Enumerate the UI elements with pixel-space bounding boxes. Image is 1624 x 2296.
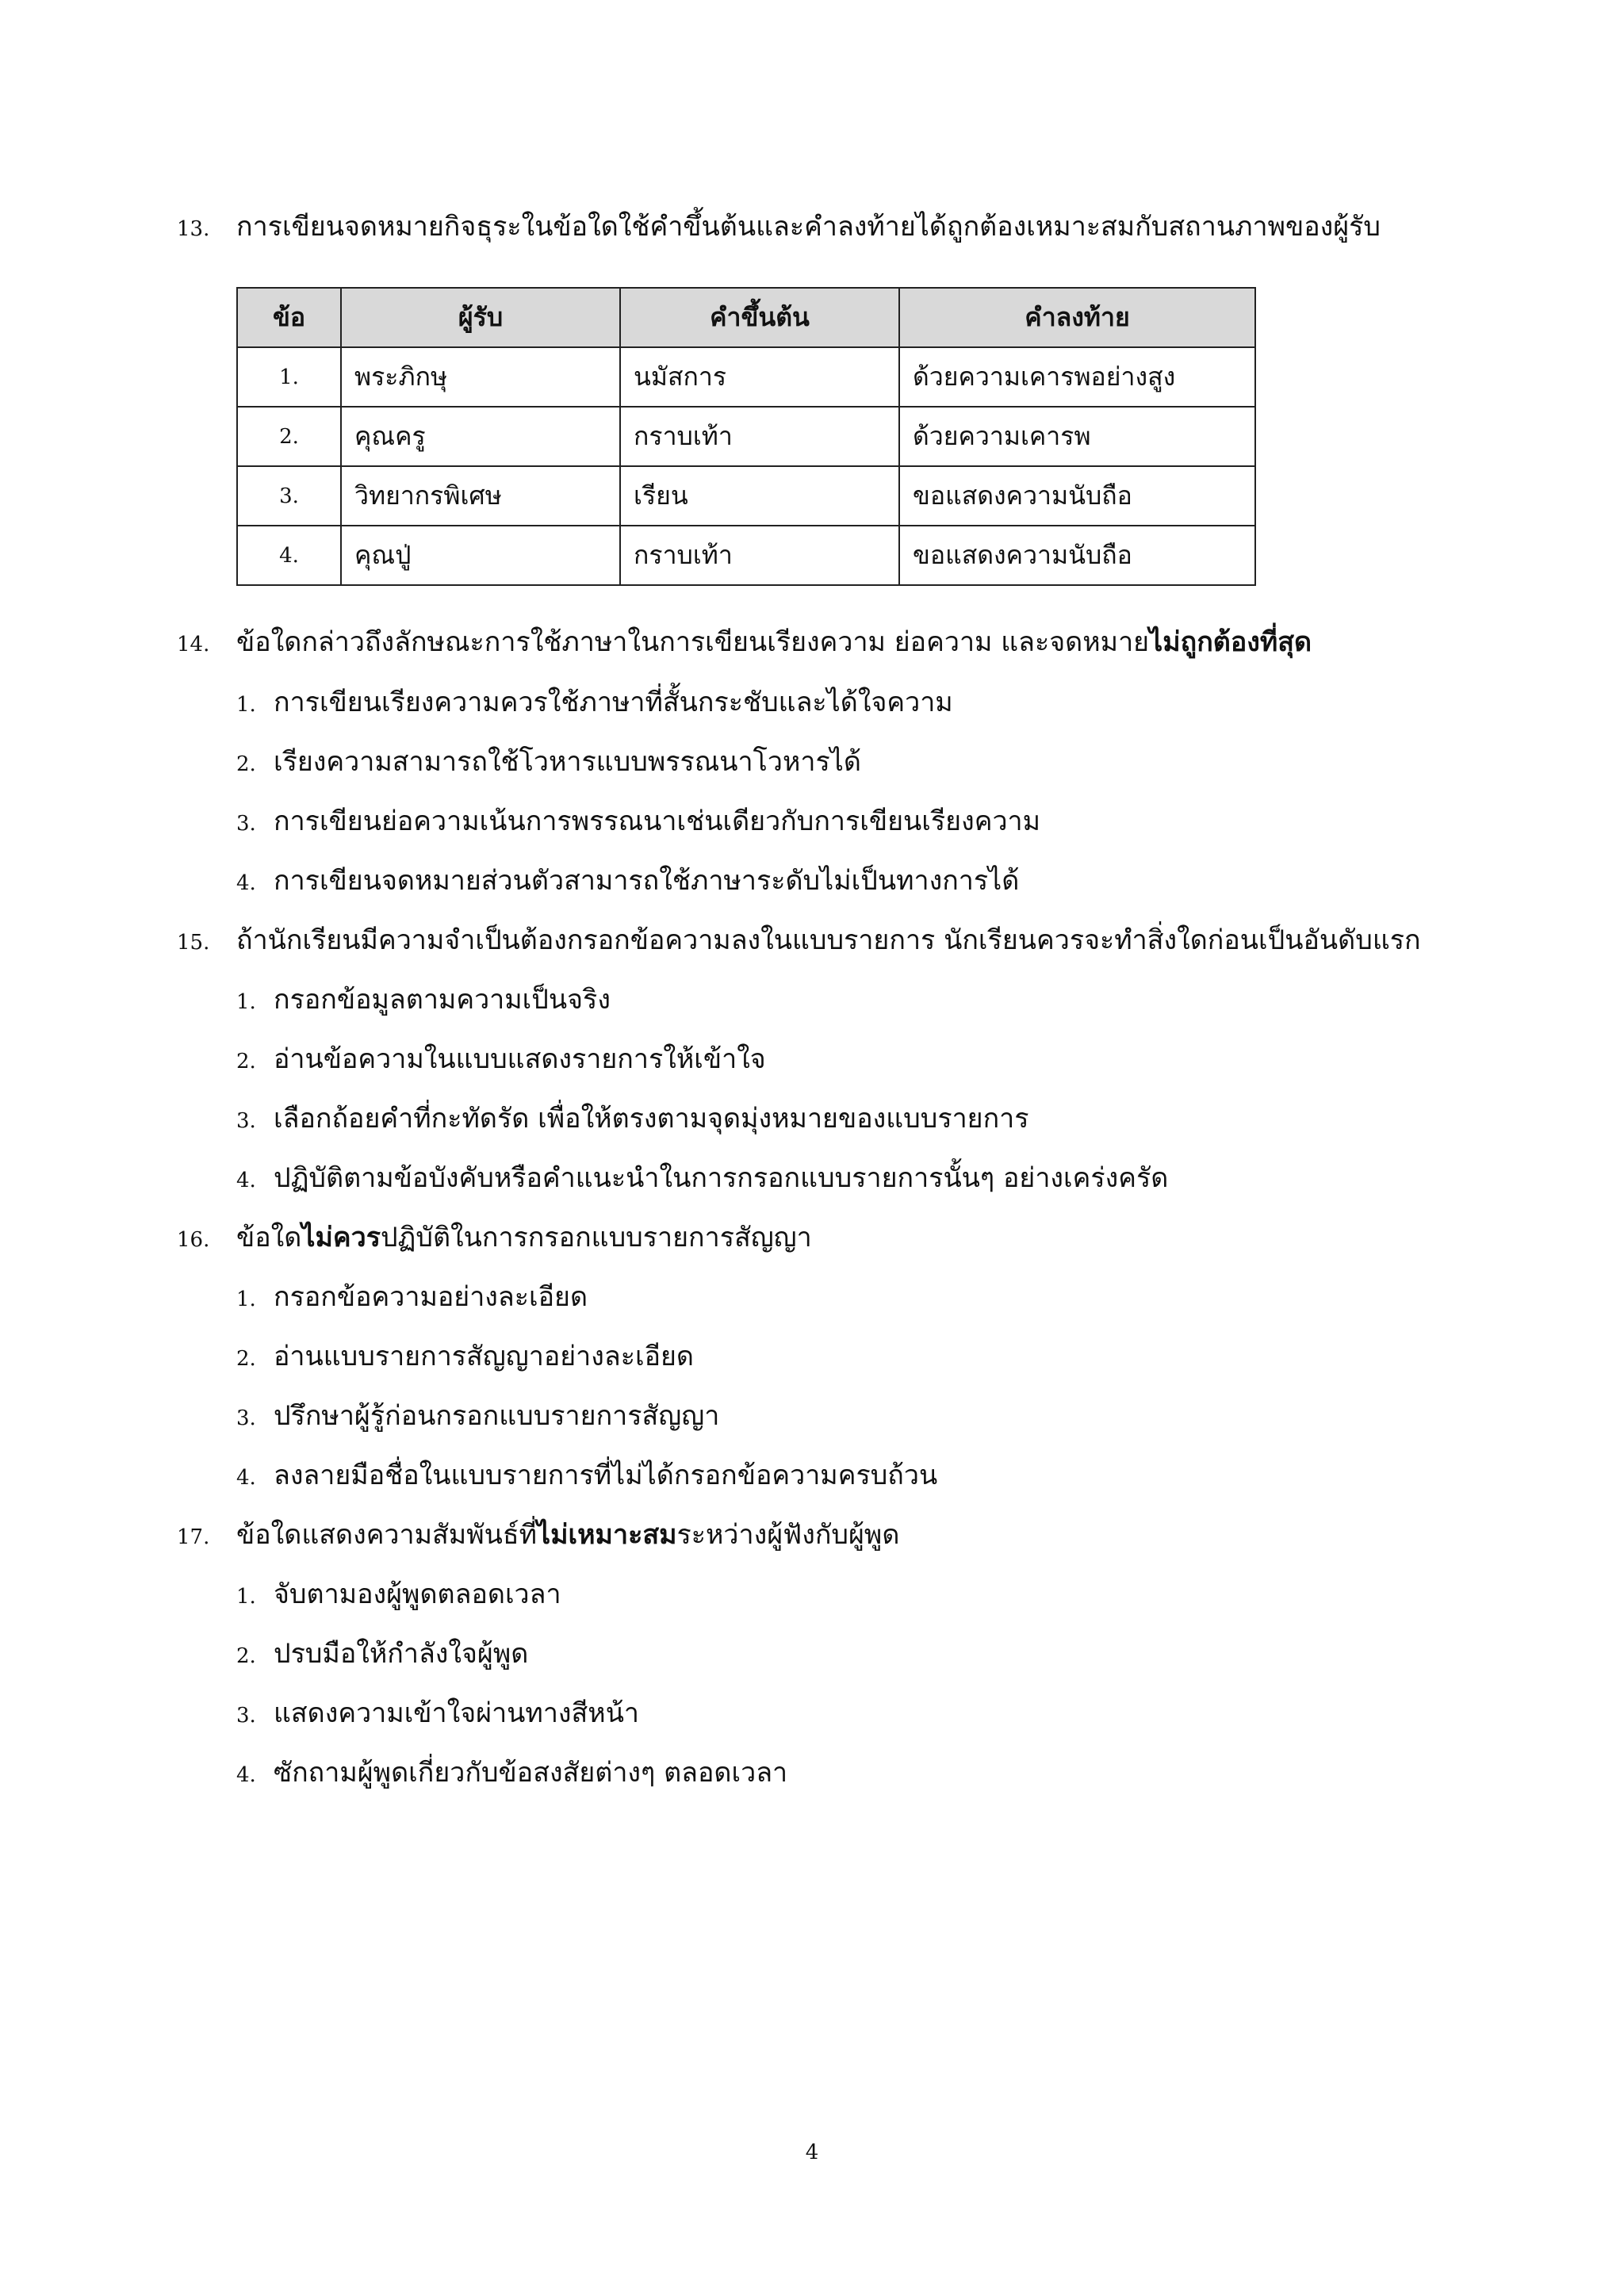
cell-closing: ขอแสดงความนับถือ bbox=[899, 526, 1255, 585]
choice-text: ปรบมือให้กำลังใจผู้พูด bbox=[274, 1638, 529, 1670]
choice-number: 3. bbox=[236, 1109, 256, 1133]
cell-closing: ด้วยความเคารพ bbox=[899, 407, 1255, 466]
header-salutation: คำขึ้นต้น bbox=[620, 288, 899, 347]
choice-text: อ่านแบบรายการสัญญาอย่างละเอียด bbox=[274, 1341, 695, 1372]
question-emphasis: ไม่ถูกต้องที่สุด bbox=[1149, 626, 1312, 658]
choice-number: 1. bbox=[236, 1585, 256, 1609]
choice-number: 4. bbox=[236, 871, 256, 895]
question-text bbox=[236, 1220, 812, 1255]
choice-text: กรอกข้อมูลตามความเป็นจริง bbox=[274, 984, 611, 1016]
question-text-before: ข้อใดแสดงความสัมพันธ์ที่ bbox=[236, 1519, 538, 1551]
choice-number: 1. bbox=[236, 990, 256, 1014]
cell-recipient: พระภิกษุ bbox=[341, 347, 620, 407]
cell-salutation: กราบเท้า bbox=[620, 526, 899, 585]
question-number: 17. bbox=[177, 1525, 210, 1549]
choice-number: 3. bbox=[236, 1704, 256, 1728]
table-row bbox=[237, 526, 1255, 585]
cell-recipient: คุณปู่ bbox=[341, 526, 620, 585]
choice-text: การเขียนเรียงความควรใช้ภาษาที่สั้นกระชับและได้ใจความ bbox=[274, 687, 953, 718]
choice-number: 2. bbox=[236, 1347, 256, 1371]
question-text-after: ปฏิบัติในการกรอกแบบรายการสัญญา bbox=[380, 1222, 812, 1253]
choice-text: ซักถามผู้พูดเกี่ยวกับข้อสงสัยต่างๆ ตลอดเวลา bbox=[274, 1757, 788, 1789]
choice-number: 2. bbox=[236, 1644, 256, 1668]
choice-text: การเขียนจดหมายส่วนตัวสามารถใช้ภาษาระดับไม่เป็นทางการได้ bbox=[274, 865, 1020, 897]
table-row bbox=[237, 347, 1255, 407]
choice-text: อ่านข้อความในแบบแสดงรายการให้เข้าใจ bbox=[274, 1043, 766, 1075]
question-text-before: ข้อใด bbox=[236, 1222, 302, 1253]
choice-text: เรียงความสามารถใช้โวหารแบบพรรณนาโวหารได้ bbox=[274, 746, 861, 778]
choice-text: จับตามองผู้พูดตลอดเวลา bbox=[274, 1578, 561, 1610]
header-choice: ข้อ bbox=[237, 288, 341, 347]
question-emphasis: ไม่ควร bbox=[301, 1222, 381, 1253]
cell-recipient: คุณครู bbox=[341, 407, 620, 466]
choice-number: 1. bbox=[236, 693, 256, 717]
cell-choice: 4. bbox=[237, 526, 341, 585]
question-number: 15. bbox=[177, 931, 210, 955]
choice-text: ปรึกษาผู้รู้ก่อนกรอกแบบรายการสัญญา bbox=[274, 1400, 720, 1432]
choice-text: ปฏิบัติตามข้อบังคับหรือคำแนะนำในการกรอกแบบรายการนั้นๆ อย่างเคร่งครัด bbox=[274, 1162, 1169, 1194]
question-text bbox=[236, 1517, 899, 1552]
choice-number: 4. bbox=[236, 1466, 256, 1490]
question-number: 13. bbox=[177, 217, 210, 241]
choice-text: การเขียนย่อความเน้นการพรรณนาเช่นเดียวกับการเขียนเรียงความ bbox=[274, 806, 1041, 837]
cell-salutation: เรียน bbox=[620, 466, 899, 526]
cell-choice: 1. bbox=[237, 347, 341, 407]
cell-closing: ขอแสดงความนับถือ bbox=[899, 466, 1255, 526]
choice-number: 2. bbox=[236, 752, 256, 776]
choice-text: แสดงความเข้าใจผ่านทางสีหน้า bbox=[274, 1697, 640, 1729]
question-number: 14. bbox=[177, 633, 210, 656]
choice-number: 2. bbox=[236, 1050, 256, 1073]
choice-text: กรอกข้อความอย่างละเอียด bbox=[274, 1281, 588, 1313]
choice-text: เลือกถ้อยคำที่กะทัดรัด เพื่อให้ตรงตามจุดมุ่งหมายของแบบรายการ bbox=[274, 1103, 1029, 1135]
table-row bbox=[237, 466, 1255, 526]
choice-number: 4. bbox=[236, 1169, 256, 1192]
cell-salutation: กราบเท้า bbox=[620, 407, 899, 466]
header-recipient: ผู้รับ bbox=[341, 288, 620, 347]
question-number: 16. bbox=[177, 1228, 210, 1252]
cell-choice: 2. bbox=[237, 407, 341, 466]
page-number: 4 bbox=[805, 2141, 819, 2164]
cell-choice: 3. bbox=[237, 466, 341, 526]
choice-number: 4. bbox=[236, 1763, 256, 1787]
choice-number: 3. bbox=[236, 812, 256, 836]
cell-recipient: วิทยากรพิเศษ bbox=[341, 466, 620, 526]
question-emphasis: ไม่เหมาะสม bbox=[537, 1519, 677, 1551]
letter-greeting-table bbox=[236, 287, 1256, 586]
choice-number: 1. bbox=[236, 1288, 256, 1311]
table-row bbox=[237, 407, 1255, 466]
question-text-after: ระหว่างผู้ฟังกับผู้พูด bbox=[676, 1519, 900, 1551]
question-text bbox=[236, 625, 1312, 660]
question-text: ถ้านักเรียนมีความจำเป็นต้องกรอกข้อความลงในแบบรายการ นักเรียนควรจะทำสิ่งใดก่อนเป็นอันดับแรก bbox=[236, 924, 1421, 956]
question-text-main: ข้อใดกล่าวถึงลักษณะการใช้ภาษาในการเขียนเรียงความ ย่อความ และจดหมาย bbox=[236, 626, 1150, 658]
header-closing: คำลงท้าย bbox=[899, 288, 1255, 347]
cell-closing: ด้วยความเคารพอย่างสูง bbox=[899, 347, 1255, 407]
table-header-row bbox=[237, 288, 1255, 347]
cell-salutation: นมัสการ bbox=[620, 347, 899, 407]
choice-text: ลงลายมือชื่อในแบบรายการที่ไม่ได้กรอกข้อความครบถ้วน bbox=[274, 1460, 938, 1491]
choice-number: 3. bbox=[236, 1406, 256, 1430]
question-text: การเขียนจดหมายกิจธุระในข้อใดใช้คำขึ้นต้นและคำลงท้ายได้ถูกต้องเหมาะสมกับสถานภาพของผู้รับ bbox=[236, 211, 1381, 243]
